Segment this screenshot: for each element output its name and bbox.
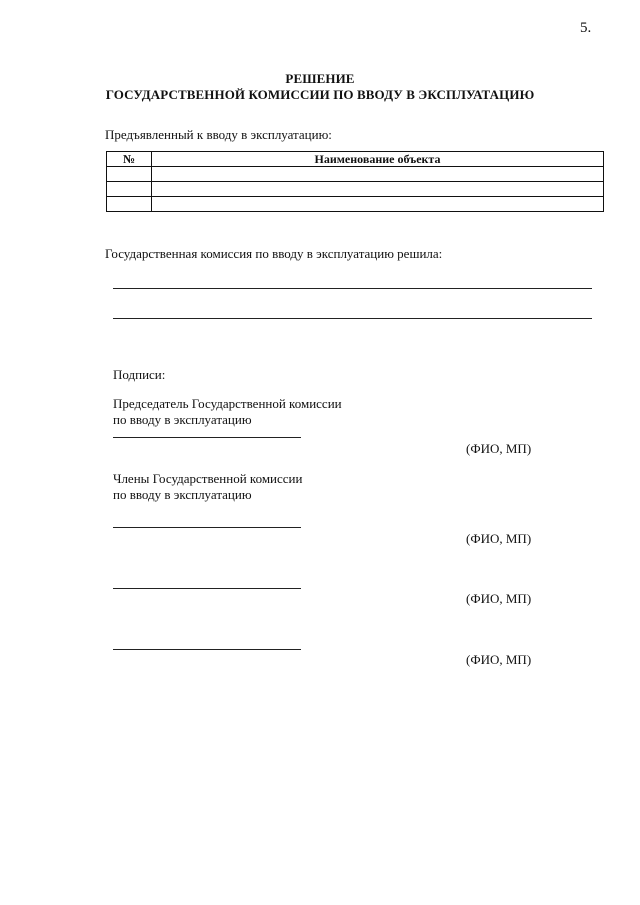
chair-label-line: по вводу в эксплуатацию [113,412,252,427]
table-row [107,167,604,182]
decision-label: Государственная комиссия по вводу в эксплуатацию решила: [105,246,443,261]
chair-fio-caption: (ФИО, МП) [466,441,532,456]
members-label [113,471,302,503]
decision-line [113,318,592,319]
presented-label: Предъявленный к вводу в эксплуатацию: [105,127,332,142]
header-number: № [107,152,152,167]
document-title: РЕШЕНИЕ [285,71,355,86]
table-cell [107,182,152,197]
member-signature-line [113,649,301,650]
table-row [107,182,604,197]
member-signature-line [113,588,301,589]
table-cell [152,167,604,182]
member-fio-caption: (ФИО, МП) [466,531,532,546]
table-row [107,197,604,212]
header-object-name: Наименование объекта [152,152,604,167]
document-subtitle: ГОСУДАРСТВЕННОЙ КОМИССИИ ПО ВВОДУ В ЭКСПЛУАТАЦИЮ [105,87,535,102]
members-label-line: по вводу в эксплуатацию [113,487,252,502]
chair-signature-line [113,437,301,438]
member-fio-caption: (ФИО, МП) [466,591,532,606]
page-number: 5. [580,20,592,36]
table-cell [107,197,152,212]
table-header-row [107,152,604,167]
members-label-line: Члены Государственной комиссии [113,471,303,486]
member-signature-line [113,527,301,528]
objects-table [106,151,604,212]
member-fio-caption: (ФИО, МП) [466,652,532,667]
chair-label-line: Председатель Государственной комиссии [113,396,342,411]
decision-line [113,288,592,289]
chair-label [113,396,342,428]
table-cell [152,182,604,197]
table-cell [107,167,152,182]
signatures-label: Подписи: [113,367,166,382]
table-cell [152,197,604,212]
